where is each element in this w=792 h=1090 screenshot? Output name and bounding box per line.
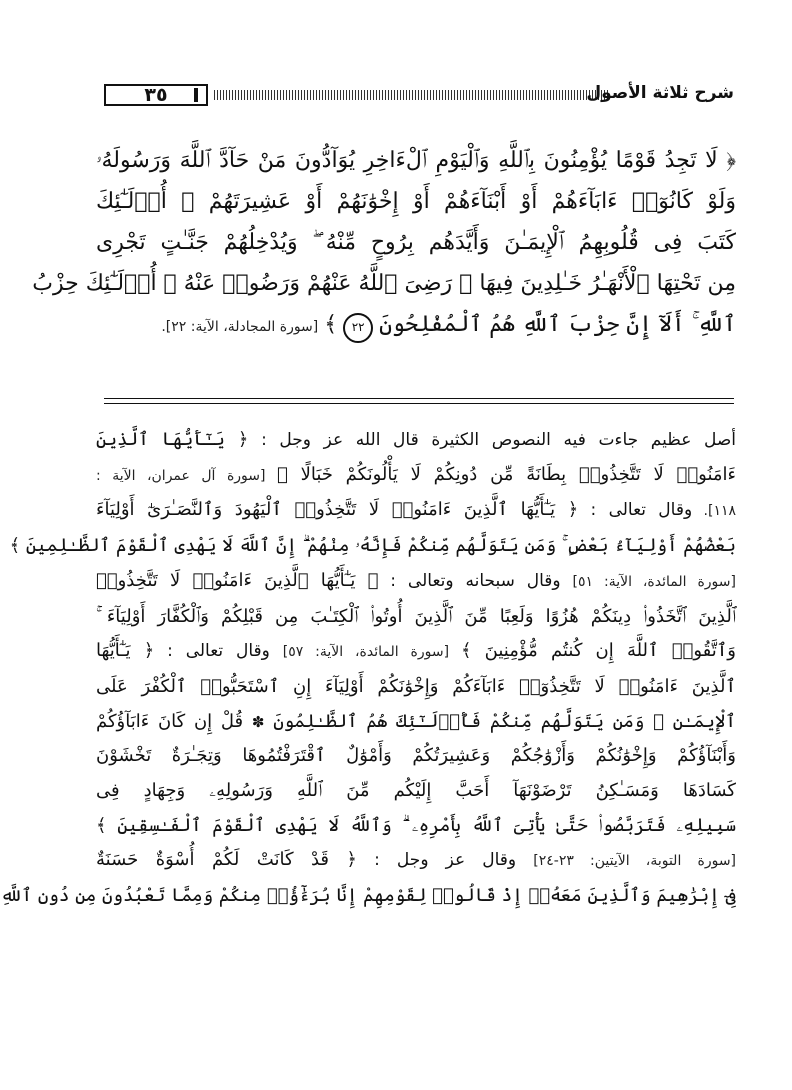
commentary-line (96, 705, 736, 740)
commentary-line (0, 879, 736, 914)
prose-text: أصل عظيم جاءت فيه النصوص الكثيرة قال الله عز وجل : (248, 430, 736, 450)
verse-line: مِن تَحْتِهَا ٱلْأَنْهَـٰرُ خَـٰلِدِينَ فِيهَا ۚ رَضِىَ ٱللَّهُ عَنْهُمْ وَرَضُوا۟ عَنْهُ ۚ أُو۟لَـٰٓئِكَ حِزْبُ (32, 271, 736, 296)
separator-star: ✽ (251, 712, 265, 731)
commentary-line (96, 670, 736, 705)
commentary-text (0, 423, 737, 914)
commentary-line (9, 529, 736, 564)
commentary-line (96, 774, 736, 809)
header-rule (214, 90, 610, 100)
surah-reference: [سورة التوبة، الآيتين: ٢٣-٢٤] (533, 853, 737, 870)
commentary-line (96, 600, 736, 635)
commentary-line (96, 809, 736, 844)
verse-line: وَلَوْ كَانُوٓا۟ ءَابَآءَهُمْ أَوْ أَبْنَآءَهُمْ أَوْ إِخْوَٰنَهُمْ أَوْ عَشِيرَتَهُمْ ۚ أُو۟لَـٰٓئِكَ (96, 189, 736, 214)
commentary-line (96, 634, 736, 670)
prose-text: وقال عز وجل : (356, 850, 534, 871)
commentary-line (96, 458, 736, 494)
commentary-line (96, 843, 736, 879)
verse-line: ٱللَّهِ ۚ أَلَآ إِنَّ حِزْبَ ٱللَّهِ هُمُ ٱلْمُفْلِحُونَ (379, 312, 736, 337)
quran-quote: ٱلَّذِينَ ءَامَنُوا۟ لَا تَتَّخِذُوٓا۟ ءَابَآءَكُمْ وَإِخْوَٰنَكُمْ أَوْلِيَآءَ إِنِ ٱسْتَحَبُّوا۟ ٱلْكُفْرَ عَلَى (96, 675, 736, 697)
quran-quote: وَأَبْنَآؤُكُمْ وَإِخْوَٰنُكُمْ وَأَزْوَٰجُكُمْ وَعَشِيرَتُكُمْ وَأَمْوَٰلٌ ٱقْتَرَفْتُمُوهَا وَتِجَـٰرَةٌ تَخْشَوْنَ (96, 745, 736, 767)
prose-text: وقال تعالى : (154, 641, 283, 662)
verse-line: ﴿ لَا تَجِدُ قَوْمًا يُؤْمِنُونَ بِٱللَّهِ وَٱلْيَوْمِ ٱلْءَاخِرِ يُوَآدُّونَ مَنْ حَآدَّ ٱللَّهَ وَرَسُولَهُۥ (96, 148, 736, 173)
commentary-line (96, 564, 736, 600)
divider-line (104, 398, 734, 399)
commentary-line (96, 423, 736, 458)
quran-quote: بَعْضُهُمْ أَوْلِيَآءُ بَعْضٍ ۚ وَمَن يَتَوَلَّهُم مِّنكُمْ فَإِنَّهُۥ مِنْهُمْ ۗ إِنَّ ٱللَّهَ لَا يَهْدِى ٱلْقَوْمَ ٱلظَّـٰلِمِينَ ﴾ (9, 535, 736, 557)
quran-quote: ﴿ يَـٰٓأَيُّهَا ٱلَّذِينَ ءَامَنُوا۟ لَا تَتَّخِذُوا۟ ٱلْيَهُودَ وَٱلنَّصَـٰرَىٰٓ أَوْلِيَآءَ (96, 499, 579, 521)
quran-quote: سَبِيلِهِۦ فَتَرَبَّصُوا۟ حَتَّىٰ يَأْتِىَ ٱللَّهُ بِأَمْرِهِۦ ۗ وَٱللَّهُ لَا يَهْدِى ٱلْقَوْمَ ٱلْفَـٰسِقِينَ ﴾ (96, 814, 736, 836)
quran-quote: ﴿ يَـٰٓأَيُّهَا ٱلَّذِينَ ءَامَنُوا۟ لَا تَتَّخِذُوا۟ (96, 569, 379, 591)
surah-reference: [سورة المائدة، الآية: ٥٧] (282, 644, 461, 661)
surah-reference: [سورة آل عمران، الآية : (96, 467, 277, 484)
page-number-box (104, 84, 208, 106)
commentary-line (96, 739, 736, 774)
prose-text: وقال سبحانه وتعالى : (378, 570, 573, 591)
surah-reference: [سورة المائدة، الآية: ٥١] (572, 573, 736, 590)
surah-reference: ١١٨]. (692, 503, 736, 520)
verse-block (32, 140, 736, 348)
quran-quote: ٱلَّذِينَ ٱتَّخَذُوا۟ دِينَكُمْ هُزُوًا وَلَعِبًا مِّنَ ٱلَّذِينَ أُوتُوا۟ ٱلْكِتَـٰبَ مِن قَبْلِكُمْ وَٱلْكُفَّارَ أَوْلِيَآءَ ۚ (96, 605, 736, 627)
divider-line (104, 403, 734, 404)
quran-quote: كَسَادَهَا وَمَسَـٰكِنُ تَرْضَوْنَهَآ أَحَبَّ إِلَيْكُم مِّنَ ٱللَّهِ وَرَسُولِهِۦ وَجِهَادٍ فِى (96, 780, 736, 802)
quran-quote: وَٱتَّقُوا۟ ٱللَّهَ إِن كُنتُم مُّؤْمِنِينَ ﴾ (460, 640, 737, 662)
quran-quote: ﴿ قَدْ كَانَتْ لَكُمْ أُسْوَةٌ حَسَنَةٌ (96, 849, 357, 871)
quran-quote: ٱلْإِيمَـٰنِ ۚ وَمَن يَتَوَلَّهُم مِّنكُمْ فَأُو۟لَـٰٓئِكَ هُمُ ٱلظَّـٰلِمُونَ (264, 710, 736, 732)
verse-line: كَتَبَ فِى قُلُوبِهِمُ ٱلْإِيمَـٰنَ وَأَيَّدَهُم بِرُوحٍ مِّنْهُ ۖ وَيُدْخِلُهُمْ جَنَّـٰتٍ تَجْرِى (96, 230, 736, 255)
closing-bracket: ﴾ (324, 312, 338, 337)
page-number: ٣٥ (144, 84, 168, 106)
quran-quote: فِىٓ إِبْرَٰهِيمَ وَٱلَّذِينَ مَعَهُۥٓ إِذْ قَالُوا۟ لِقَوْمِهِمْ إِنَّا بُرَءَٰٓؤُا۟ مِنكُمْ وَمِمَّا تَعْبُدُونَ مِن دُونِ ٱللَّهِ (0, 885, 736, 907)
quran-quote: ﴿ يَـٰٓأَيُّهَا (96, 640, 155, 662)
verse-reference: [سورة المجادلة، الآية: ٢٢]. (161, 319, 319, 335)
page-header (104, 84, 734, 106)
quran-quote: قُلْ إِن كَانَ ءَابَآؤُكُمْ (96, 710, 252, 732)
book-title: شرح ثلاثة الأصول (586, 83, 734, 103)
verse-last-line (96, 304, 736, 348)
quran-quote: ءَامَنُوا۟ لَا تَتَّخِذُوا۟ بِطَانَةً مِّن دُونِكُمْ لَا يَأْلُونَكُمْ خَبَالًا ﴾ (276, 463, 736, 485)
quran-quote: ﴿ يَـٰٓأَيُّهَا ٱلَّذِينَ (96, 429, 249, 450)
commentary-line (96, 493, 736, 529)
prose-text: وقال تعالى : (578, 500, 693, 521)
ayah-number-marker: ٢٢ (343, 313, 373, 343)
